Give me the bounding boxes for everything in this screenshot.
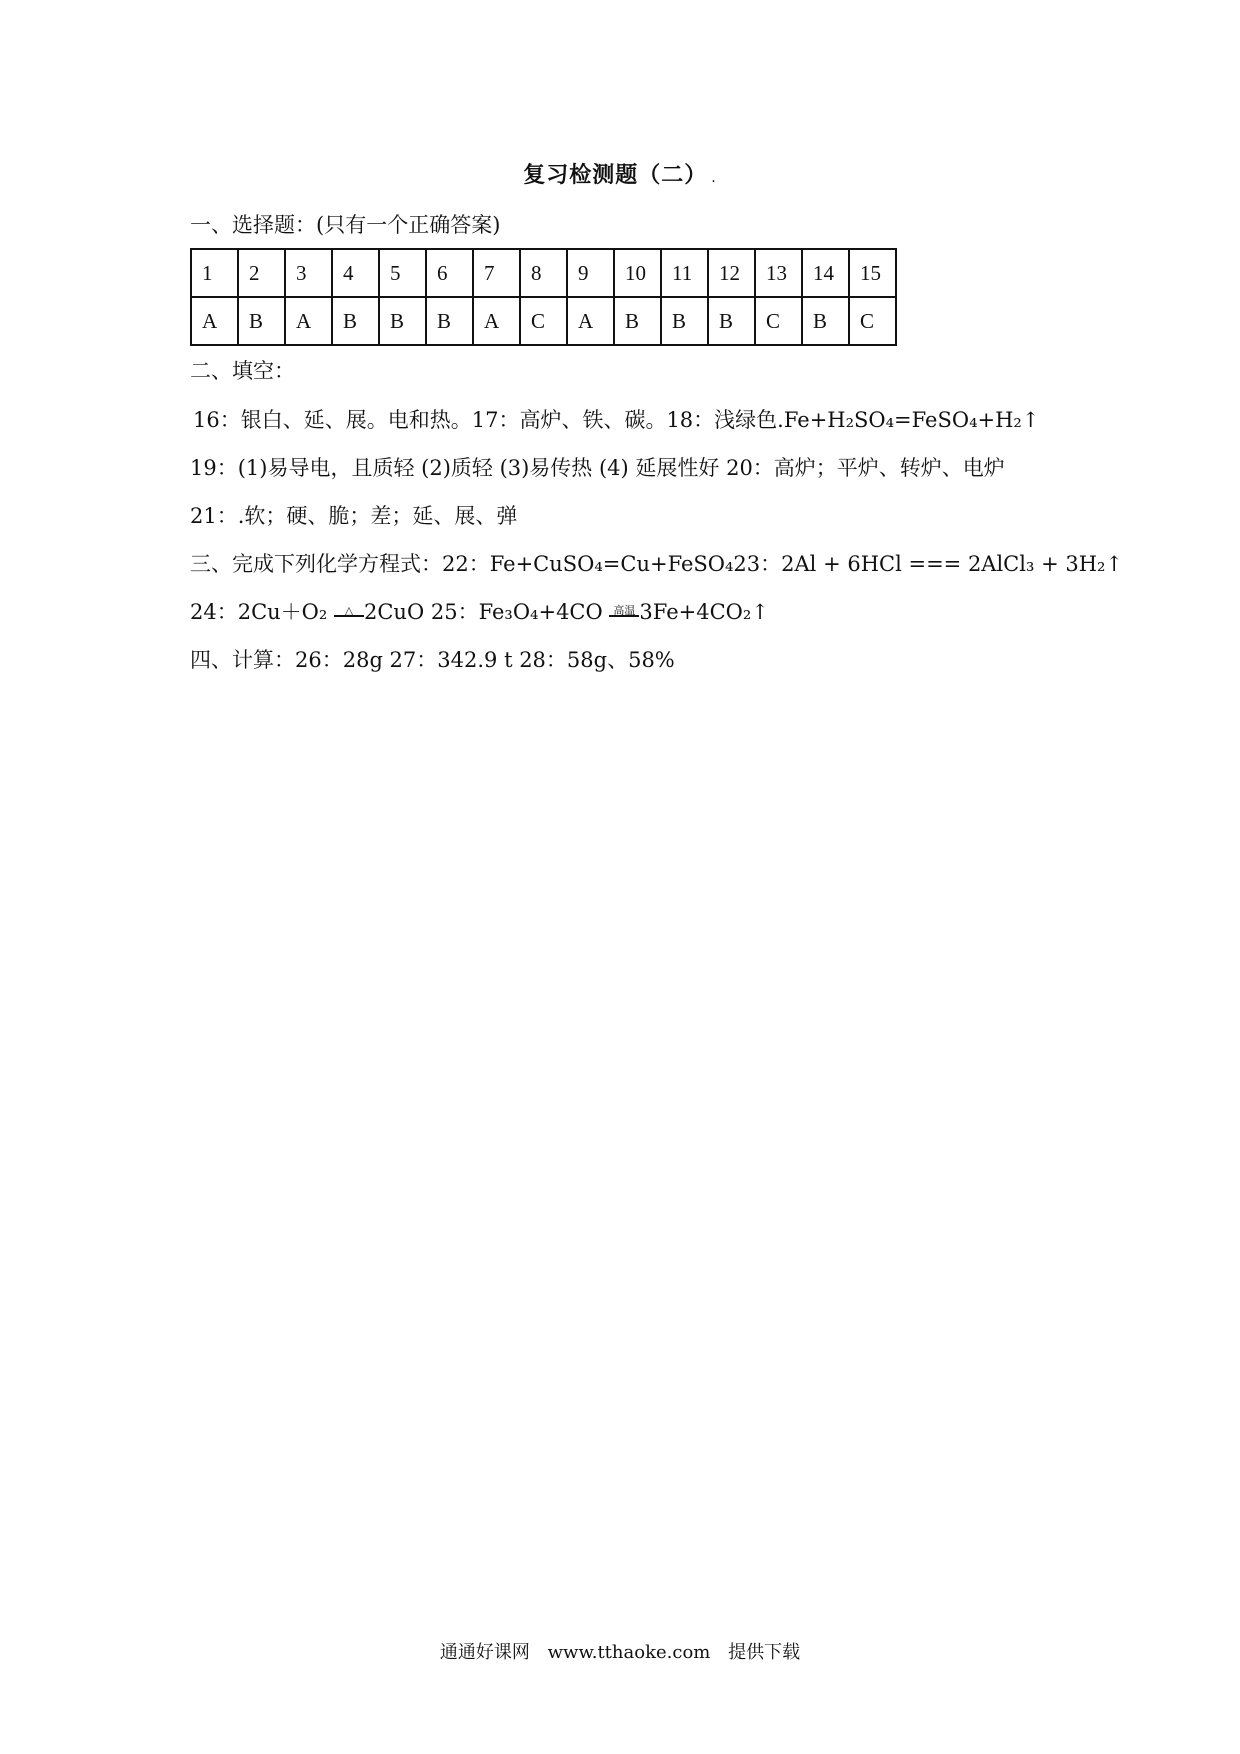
question-number-cell: 5 [379,249,426,297]
answer-cell: B [661,297,708,345]
answer-table-number-row [191,249,896,297]
equation-25-right: 3Fe+4CO₂↑ [639,600,769,624]
answer-cell: B [708,297,755,345]
page-title-text: 复习检测题（二） [523,162,708,188]
answer-table-answer-row [191,297,896,345]
answer-cell: B [802,297,849,345]
question-number-cell: 9 [567,249,614,297]
heat-condition-arrow [334,603,364,621]
page-title [0,158,1240,189]
answer-line-26: 四、计算：26：28g 27：342.9 t 28：58g、58% [190,648,675,672]
answer-cell: C [755,297,802,345]
answer-cell: B [614,297,661,345]
footer-note: 提供下载 [728,1642,801,1663]
question-number-cell: 6 [426,249,473,297]
question-number-cell: 2 [238,249,285,297]
answer-cell: C [520,297,567,345]
footer-site-name: 通通好课网 [439,1642,530,1663]
answer-cell: B [426,297,473,345]
section-fill-heading: 二、填空： [190,359,295,383]
answer-cell: B [379,297,426,345]
high-temp-condition-arrow [609,603,639,621]
answer-line-22: 三、完成下列化学方程式：22：Fe+CuSO₄=Cu+FeSO₄23：2Al + 6HCl === 2AlCl₃ + 3H₂↑ [190,552,1124,576]
heat-condition-label: △ [344,603,354,617]
answer-line-16: 16：银白、延、展。电和热。17：高炉、铁、碳。18：浅绿色.Fe+H₂SO₄=FeSO₄+H₂↑ [193,408,1040,432]
answer-cell: A [191,297,238,345]
answer-cell: B [332,297,379,345]
answer-table [190,248,897,346]
equation-24-left: 24：2Cu＋O₂ [190,600,328,624]
question-number-cell: 1 [191,249,238,297]
title-mark: . [711,170,717,186]
answer-cell: A [473,297,520,345]
footer-url: www.tthaoke.com [547,1642,711,1663]
equation-24-right: 2CuO 25：Fe₃O₄+4CO [364,600,603,624]
answer-cell: B [238,297,285,345]
question-number-cell: 11 [661,249,708,297]
question-number-cell: 14 [802,249,849,297]
answer-line-19: 19：(1)易导电，且质轻 (2)质轻 (3)易传热 (4) 延展性好 20：高炉；平炉、转炉、电炉 [190,456,1005,480]
answer-cell: C [849,297,896,345]
answer-cell: A [285,297,332,345]
question-number-cell: 3 [285,249,332,297]
question-number-cell: 13 [755,249,802,297]
question-number-cell: 10 [614,249,661,297]
answer-cell: A [567,297,614,345]
high-temp-condition-label: 高温 [613,603,636,617]
question-number-cell: 7 [473,249,520,297]
answer-line-21: 21：.软；硬、脆；差；延、展、弹 [190,504,518,528]
question-number-cell: 4 [332,249,379,297]
footer [0,1638,1240,1664]
question-number-cell: 8 [520,249,567,297]
section-choice-heading: 一、选择题：(只有一个正确答案) [190,213,501,237]
question-number-cell: 15 [849,249,896,297]
answer-line-24 [190,598,769,626]
question-number-cell: 12 [708,249,755,297]
